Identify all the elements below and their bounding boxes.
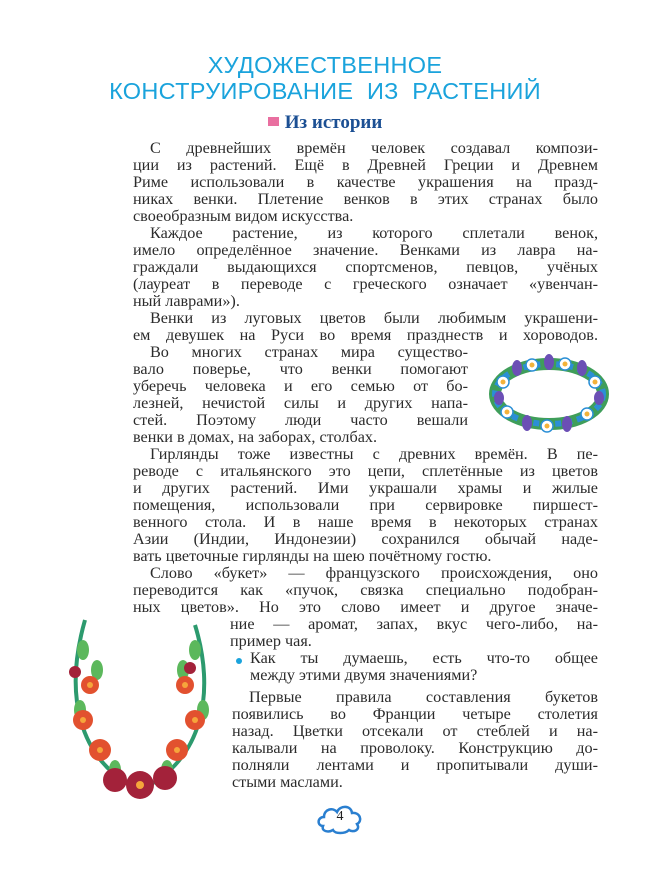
page-number: 4: [336, 809, 344, 824]
body-text-line: пример чая.: [230, 632, 312, 650]
flower-wreath-illustration: [487, 350, 612, 438]
page-title: [0, 52, 650, 104]
body-text-line: Азии (Индии, Индонезии) сохранился обычай наде-: [133, 530, 598, 548]
body-text-line: ных цветов». Но это слово имеет и другое значе-: [133, 598, 598, 616]
body-text-line: ние — аромат, запах, вкус чего-либо, на-: [230, 615, 598, 633]
body-text-line: вало поверье, что венки помогают: [133, 360, 468, 378]
body-text-line: Во многих странах мира существо-: [150, 343, 468, 361]
final-paragraph-line: Первые правила составления букетов: [249, 688, 598, 706]
final-paragraph-line: назад. Цветки отсекали от стеблей и на-: [232, 722, 598, 740]
square-marker-icon: [268, 117, 279, 126]
body-text-line: и других растений. Ими украшали храмы и жилые: [133, 479, 598, 497]
body-text-line: реводе с итальянского это цепи, сплетённые из цветов: [133, 462, 598, 480]
body-text-line: имело определённое значение. Венками из лавра на-: [133, 241, 598, 259]
bullet-icon: [236, 658, 242, 664]
body-text-line: помещения, использовали при сервировке пиршест-: [133, 496, 598, 514]
final-paragraph-line: стыми маслами.: [232, 773, 343, 791]
final-paragraph-line: калывали на проволоку. Конструкцию до-: [232, 739, 598, 757]
page-title-line-1: ХУДОЖЕСТВЕННОЕ: [207, 52, 443, 78]
body-text-line: переводится как «пучок, связка специально подобран-: [133, 581, 598, 599]
body-text-line: Слово «букет» — французского происхождения, оно: [150, 564, 598, 582]
section-heading-text: Из истории: [284, 112, 383, 133]
body-text-line: граждали выдающихся спортсменов, певцов, учёных: [133, 258, 598, 276]
page-title-line-2: КОНСТРУИРОВАНИЕ ИЗ РАСТЕНИЙ: [109, 78, 541, 104]
body-text-line: лезней, нечистой силы и других напа-: [133, 394, 468, 412]
page-number-badge: [315, 800, 365, 836]
body-text-line: уберечь человека и его семью от бо-: [133, 377, 468, 395]
body-text-line: Каждое растение, из которого сплетали венок,: [150, 224, 598, 242]
body-text-line: Венки из луговых цветов были любимым украшени-: [150, 309, 598, 327]
body-text-line: венки в домах, на заборах, столбах.: [133, 428, 378, 446]
body-text-line: стей. Поэтому люди часто вешали: [133, 411, 468, 429]
body-text-line: ции из растений. Ещё в Древней Греции и Древнем: [133, 156, 598, 174]
question-line-1: Как ты думаешь, есть что-то общее: [250, 649, 598, 667]
body-text-line: Риме использовали в качестве украшения на празд-: [133, 173, 598, 191]
body-text-line: ем девушек на Руси во время празднеств и хороводов.: [133, 326, 598, 344]
body-text-line: своеобразным видом искусства.: [133, 207, 354, 225]
body-text-line: ный лаврами»).: [133, 292, 240, 310]
body-text-line: Гирлянды тоже известны с древних времён. В пе-: [150, 445, 598, 463]
question-line-2: между этими двумя значениями?: [250, 666, 478, 684]
body-text-line: венного стола. И в наше время в некоторых странах: [133, 513, 598, 531]
section-heading: [0, 112, 650, 134]
final-paragraph-line: появились во Франции четыре столетия: [232, 705, 598, 723]
flower-garland-illustration: [55, 610, 225, 805]
body-text-line: С древнейших времён человек создавал компози-: [150, 139, 598, 157]
body-text-line: никах венки. Плетение венков в этих странах было: [133, 190, 598, 208]
final-paragraph-line: полняли лентами и пропитывали души-: [232, 756, 598, 774]
body-text-line: вать цветочные гирлянды на шею почётному гостю.: [133, 547, 492, 565]
body-text-line: (лауреат в переводе с греческого означает «увенчан-: [133, 275, 598, 293]
